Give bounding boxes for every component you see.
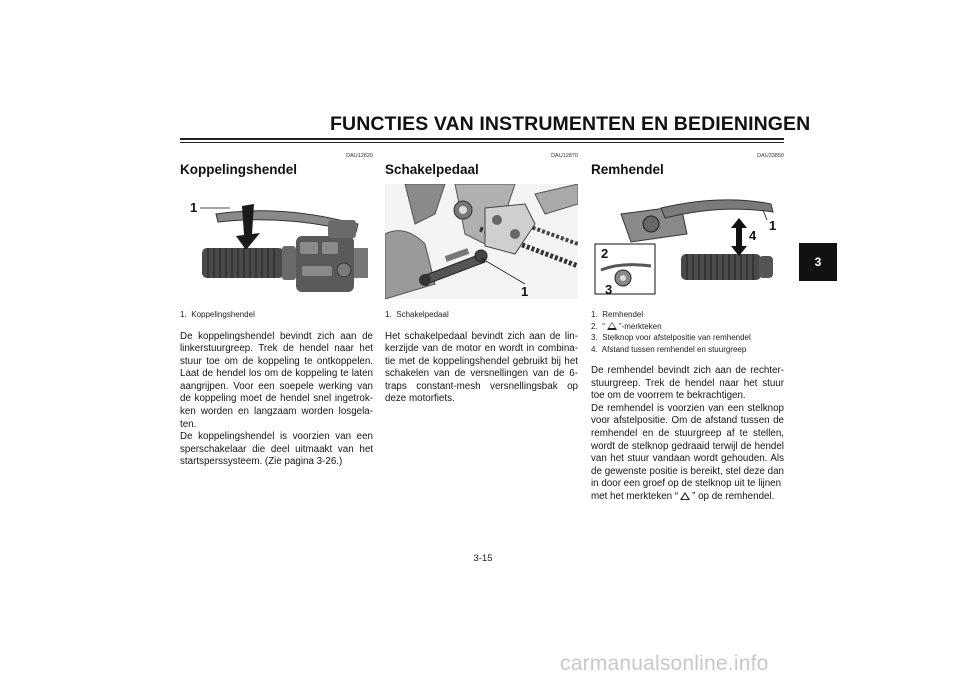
section-schakelpedaal [385,152,578,406]
page-number: 3-15 [473,553,493,564]
caption-number: 4. [591,344,598,354]
caption-text-pre: “ [602,321,605,331]
caption-text: Schakelpedaal [396,310,449,319]
section-code: DAU12870 [551,153,578,159]
caption-text: Koppelingshendel [191,310,255,319]
watermark: carmanualsonline.info [560,652,769,675]
paragraph: De koppelingshendel bevindt zich aan de linkerstuurgreep. Trek de hendel naar het stuur toe om de koppeling te ontkoppelen. Laat de hendel los om de koppeling te laten aangrijpen. Voor een soepele werking van de koppeling moet de hendel snel ingetrok-ken worden en langzaam worden losgela-ten. [180,330,373,430]
figure-label-2: 2 [601,246,609,261]
figure-label-1: 1 [190,200,198,215]
section-heading: Koppelingshendel [180,162,298,177]
caption-list [385,309,578,321]
last-line-post: ” op de remhendel. [692,490,775,502]
figure-label-1: 1 [521,284,529,299]
triangle-mark-icon [607,322,617,330]
caption-number: 1. [180,310,187,319]
section-body [180,331,373,470]
caption-list [591,309,784,355]
paragraph: De remhendel is voorzien van een stelknop voor afstelpositie. Om de afstand tussen de remhendel en de stuurgreep af te stellen, wordt de stelknop gedraaid terwijl de hendel van het stuur vandaan wordt gehouden. Als de gewenste positie is bereikt, stel deze dan in door een groef op de stelknop uit te lijnen [591,402,784,490]
caption-text: Remhendel [602,310,644,319]
page-title: FUNCTIES VAN INSTRUMENTEN EN BEDIENINGEN [330,113,811,135]
header-rule-thin [180,142,784,143]
caption-item [591,309,784,321]
section-heading: Schakelpedaal [385,162,479,177]
section-body [385,331,578,407]
caption-list [180,309,373,321]
section-remhendel [591,152,784,504]
figure-label-1: 1 [769,218,777,233]
caption-text: Afstand tussen remhendel en stuurgreep [601,344,747,354]
triangle-mark-icon [680,492,690,500]
caption-number: 2. [591,321,598,331]
last-line-pre: met het merkteken “ [591,490,679,502]
figure-label-3: 3 [605,282,613,297]
clutch-lever-illustration [180,184,373,299]
paragraph: Het schakelpedaal bevindt zich aan de lin-kerzijde van de motor en wordt in combina-tie met de koppelingshendel gebruikt bij het schakelen van de versnellingen van de 6-traps constant-mesh versnellingsbak op deze motorfiets. [385,330,578,405]
caption-item [591,321,784,333]
section-koppelingshendel [180,152,373,469]
paragraph: De koppelingshendel is voorzien van een sperschakelaar die deel uitmaakt van het startsperssysteem. (Zie pagina 3-26.) [180,431,373,468]
caption-number: 1. [591,310,598,319]
paragraph: De remhendel bevindt zich aan de rechter-stuurgreep. Trek de hendel naar het stuur toe om de voorrem te bekrachtigen. [591,365,784,402]
chapter-tab: 3 [799,243,837,281]
caption-number: 3. [591,333,598,342]
header-rule [180,138,784,140]
section-heading: Remhendel [591,162,664,177]
section-code: DAU12820 [346,153,373,159]
caption-item [180,309,373,321]
caption-item [385,309,578,321]
shift-pedal-illustration [385,184,578,299]
caption-text-post: ”-merkteken [618,321,662,331]
paragraph-last-line [591,491,784,504]
caption-item [591,332,784,344]
brake-lever-illustration [591,184,784,299]
caption-text: Stelknop voor afstelpositie van remhendel [602,333,751,342]
caption-item [591,344,784,356]
section-code: DAU33850 [757,153,784,159]
section-body [591,365,784,504]
figure-label-4: 4 [749,228,757,243]
caption-number: 1. [385,310,392,319]
